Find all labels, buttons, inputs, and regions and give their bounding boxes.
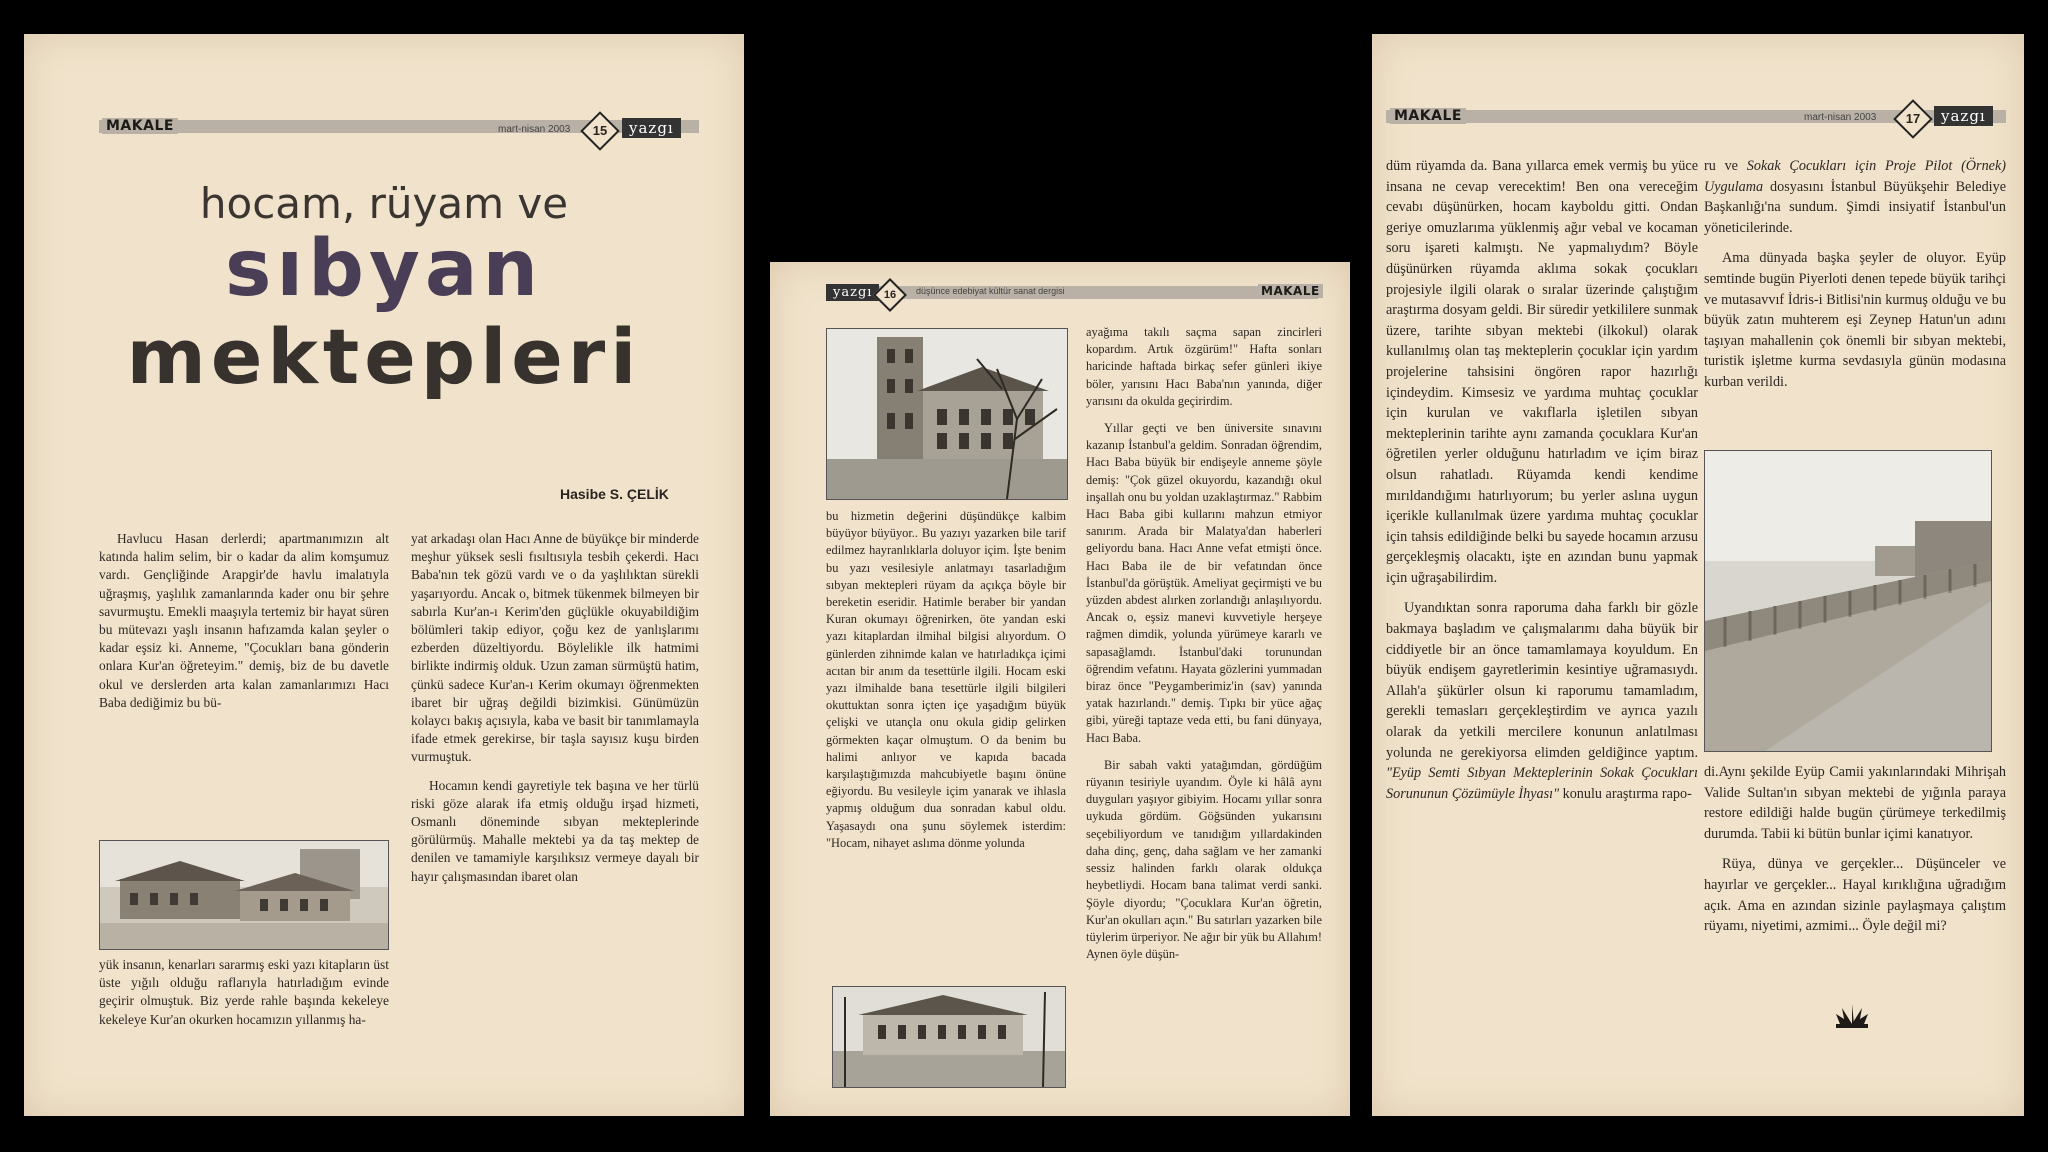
paragraph: Havlucu Hasan derlerdi; apartmanımızın alt katında halim selim, bir o kadar da alim komşumuz vardı. Gençliğinde Arapgir'de havlu imalatıyla uğraşmış, yaşlılık zamanlarında kader onu bir şehre savurmuştu. Emekli maaşıyla tertemiz bir hayat süren bu mütevazı yaşlı insanın hafızamda kalan şeyler o kadar eşsiz ki. Anneme, "Çocukları bana gönderin onlara Kur'an öğreteyim." demiş, biz de bu davetle okul ve derslerden arta kalan zamanlarımızı Hacı Baba dediğimiz bu bü-: [99, 531, 389, 710]
brand-logo: yazgı: [622, 118, 681, 138]
project-title: Sokak Çocukları için Proje Pilot (Örnek) Uygulama: [1704, 158, 2006, 195]
paragraph: bu hizmetin değerini düşündükçe kalbim büyüyor büyüyor.. Bu yazıyı yazarken bile tarif edilmez hayranlıklarla doluyor içim. İşte benim bu yazı vesilesiyle anlatmayı tasarladığım sıbyan mektepleri rüyam da açıkça böyle bir bereketin eseridir. Hatimle beraber bir yandan Kuran okumayı öğrenirken, öte yandan eski yazı kitaplardan ilmihal bilgisi alıyordum. O günlerden zihnimde kalan ve hatırladıkça içimi acıtan bir anım da tesettürle ilgili. Hocam eski yazı ilmihalde bana tesettürle ilgili bilgileri okuttuktan sonra içten içe yaşadığım büyük çelişki ve utançla onu okula gidip gelirken görmekten kaçar olmuştum. O da benim bu halimi anlıyor ve kapıda bacada karşılaştığımızda mahcubiyetle başını önüne eğiyordu. Bu vesileyle içim yanarak ve ihlasla yapmış olduğum dua sonradan kabul oldu. Yaşasaydı ona şunu söylemek isterdim: "Hocam, nihayet aslıma dönme yolunda: [826, 509, 1066, 850]
page-17: [1372, 34, 2024, 1116]
article-column-1: [826, 508, 1066, 862]
page-number-badge: [1893, 99, 1933, 139]
page-15: [24, 34, 744, 1116]
paragraph: Bir sabah vakti yatağımdan, gördüğüm rüyanın tesiriyle uyandım. Öyle ki hâlâ aynı duyguları yaşıyor gibiyim. Hocamı yıllar sonra uykuda gördüm. Göğsünden yukarısını seçebiliyordum ve tanıdığım yıllardakinden daha dinç, genç, daha sağlam ve her zamanki sessiz halinden farklı olarak oldukça heybetliydi. Hocam bana talimat verdi sanki. Şöyle diyordu; "Çocuklara Kur'an öğretin, Kur'an okulları açın." Bu satırları yazarken bile tüylerim ürperiyor. Ne ağır bir yük bu Allahım! Aynen öyle düşün-: [1086, 757, 1322, 962]
page-number: 15: [592, 123, 608, 138]
article-column-2: [411, 530, 699, 896]
end-mark-icon: [1834, 1000, 1870, 1030]
report-title: "Eyüp Semti Sıbyan Mekteplerinin Sokak Çocukları Sorununun Çözümüyle İhyası": [1386, 765, 1698, 802]
paragraph: [1704, 156, 2006, 238]
paragraph: Rüya, dünya ve gerçekler... Düşünceler ve hayırlar ve gerçekler... Hayal kırıklığına uğradığım açık. Ama en azından sizinle paylaşmaya çalıştım rüyamı, niyetimi, azmimi... Öyle değil mi?: [1704, 856, 2006, 935]
article-title-line1: hocam, rüyam ve: [199, 179, 569, 228]
article-column-2b: [1704, 762, 2006, 947]
paragraph: ayağıma takılı saçma sapan zincirleri kopardım. Artık özgürüm!" Hafta sonları haricinde haftada birkaç sefer günleri ikiye böler, yarısını Hacı Baba'nın yanında, diğer yarısını da okulda geçirirdim.: [1086, 325, 1322, 408]
article-column-2: [1704, 156, 2006, 403]
section-label: MAKALE: [1258, 284, 1323, 298]
article-column-1: [1386, 156, 1698, 814]
issue-date: mart-nisan 2003: [498, 124, 571, 135]
paragraph: [1386, 598, 1698, 804]
paragraph: Hocamın kendi gayretiyle tek başına ve her türlü riski göze alarak ifa etmiş olduğu irşad hizmeti, Osmanlı döneminde sıbyan mekteplerinde görülürmüş. Mahalle mektebi ya da taş mektep de denilen ve tamamiyle karşılıksız vermeye dayalı bir hayır çalışmasından ibaret olan: [411, 777, 699, 884]
paragraph: Ama dünyada başka şeyler de oluyor. Eyüp semtinde bugün Piyerloti denen tepede büyük tarihçi ve mutasavvıf İdris-i Bitlisi'nin kurmuş olduğu ve bu büyük zatın muhterem eşi Zeynep Hatun'un adını taşıyan mahallenin çok önemli bir sıbyan mektebi, turistik işletme kurma sevdasıyla günün modasına kurban verildi.: [1704, 250, 2006, 390]
page-number: 16: [883, 289, 897, 301]
mekteb-photo-1: [99, 840, 389, 950]
paragraph-text: ru ve: [1704, 158, 1738, 174]
author-name: Hasibe S. ÇELİK: [560, 486, 669, 502]
article-title-line3: mektepleri: [126, 312, 642, 401]
paragraph-text: dosyasını İstanbul Büyükşehir Belediye Başkanlığı'na sundum. Şimdi insiyatif İstanbul'un yöneticilerinde.: [1704, 178, 2006, 236]
issue-date: mart-nisan 2003: [1804, 112, 1877, 123]
paragraph: yat arkadaşı olan Hacı Anne de büyükçe bir minderde meşhur yüksek sesli fısıltısıyla tesbih çekerdi. Hacı Baba'nın tek gözü vardı ve o da yaşlılıktan sürekli yaşarıyordu. Ancak o, bitmek tükenmek bilmeyen bir sabırla Kur'an-ı Kerim'den güçlükle okuyabildiğim bölümleri takip ediyor, çoğu kez de yanlışlarımı ezberden düzeltiyordu. Böylelikle ilk hatmimi birlikte indirmiş olduk. Uzun zaman sürmüştü hatim, çünkü sadece Kur'an-ı Kerim okumayı öğrenmekten ibaret bir uğraş değildi bizimkisi. Günümüzün kolaycı bakış açısıyla, kaba ve basit bir tanımlamayla ifade etmek gerekirse, bir taşla sayısız kuşu birden vurmuştuk.: [411, 531, 699, 765]
paragraph: yük insanın, kenarları sararmış eski yazı kitapların üst üste yığılı olduğu raflarıyla hatırladığım evinde geçirir olmuştuk. Biz yerde rahle başında kekeleye kekeleye Kur'an okurken hocamızın yıllanmış ha-: [99, 957, 389, 1027]
page-16: [770, 262, 1350, 1116]
page-number-badge: [580, 111, 620, 151]
article-column-1b: [99, 956, 389, 1039]
section-label: MAKALE: [102, 118, 178, 134]
page-number: 17: [1905, 111, 1921, 126]
brand-logo: yazgı: [826, 284, 879, 301]
paragraph-text: konulu araştırma rapo-: [1559, 785, 1692, 802]
article-column-1: [99, 530, 389, 722]
section-label: MAKALE: [1390, 108, 1466, 124]
mekteb-photo-2: [826, 328, 1068, 500]
magazine-subtitle: düşünce edebiyat kültür sanat dergisi: [916, 286, 1065, 296]
paragraph: düm rüyamda da. Bana yıllarca emek vermiş bu yüce insana ne cevap verecektim! Ben ona vereceğim cevabı düşünürken, hocam kayboldu gitti. Ondan geriye omuzlarıma yüklenmiş ağır vebal ve kocaman soru işareti kalmıştı. Ne yapmalıydım? Böyle düşünürken rüyamda aklıma sokak çocukları projesiyle ilgili olarak o sıralar üzerinde çalıştığım araştırma dosyam geldi. Bir süredir yetkililere sunmak üzere, tarihte sıbyan mektebi (ilkokul) olarak kullanılmış olan taş mekteplerin çocuklar için yardım projelerine tahsisini öngören rapor hazırlığı içindeydim. Kimsesiz ve yardıma muhtaç çocuklar için kurulan ve vakıflarla işletilen sıbyan mekteplerinin tarihte aynı zamanda çocuklara Kur'an öğretilen yerler olduğunu hatırladım ve içim biraz olsun rahatladı. Rüyamda kendi kendime mırıldandığımı hatırlıyorum; bu yerler aslına uygun içerikle kullanılmak üzere yardıma muhtaç çocuklar için tahsis edildiğinde belki bu sayede hocamın arzusu gerçekleşmiş olacaktı, işte en azından bunu yapmak için uğraşabilirdim.: [1386, 158, 1698, 586]
article-title-line2: sıbyan: [224, 224, 543, 314]
brand-logo: yazgı: [1934, 106, 1993, 126]
paragraph: di.Aynı şekilde Eyüp Camii yakınlarındaki Mihrişah Valide Sultan'ın sıbyan mektebi de yığınla paraya restore edildiği halde bugün çürümeye terkedilmiş durumda. Tabii ki bütün bunlar içimi kanatıyor.: [1704, 764, 2006, 842]
paragraph-text: Uyandıktan sonra raporuma daha farklı bir gözle bakmaya başladım ve çalışmalarımı daha büyük bir ciddiyetle bir an önce tamamlamaya koyuldum. En büyük endişem gayretlerimin kesintiye uğramasıydı. Allah'a şükürler olsun ki raporumu tamamladım, gerekli temasları gerçekleştirdim ve ayrıca yazılı olarak da yetkili mercilere konunun anlatılması yolunda ne gerekiyorsa elimden geldiğince yaptım.: [1386, 600, 1698, 761]
mekteb-photo-4: [1704, 450, 1992, 752]
mekteb-photo-3: [832, 986, 1066, 1088]
article-column-2: [1086, 324, 1322, 973]
paragraph: Yıllar geçti ve ben üniversite sınavını kazanıp İstanbul'a geldim. Sonradan öğrendim, Hacı Baba büyük bir endişeyle anneme şöyle demiş: "Çok güzel okuyordu, kazandığı okul inşallah onu bu yoldan uzaklaştırmaz." Rabbim Hacı Baba gibi kullarını mahzun etmiyor sanırım. Arada bir Malatya'dan haberleri geliyordu bana. Hacı Anne vefat etmişti önce. Hacı Baba ile de bir vefatından önce İstanbul'da görüştük. Ameliyat geçirmişti ve bu yüzden abdest alırken zorlandığı anlaşılıyordu. Ancak o, eşsiz manevi kuvvetiyle herşeye rağmen dimdik, yolunda yürümeye kararlı ve sapasağlamdı. İstanbul'daki torunundan öğrendim vefatını. Hayata gözlerini yummadan biraz önce "Peygamberimiz'in (sav) yanında yatak hazırlandı." demiş. Tıpkı bir yüce ağaç gibi, yüreği taptaze veda etti, bu fani dünyaya, Hacı Baba.: [1086, 421, 1322, 745]
